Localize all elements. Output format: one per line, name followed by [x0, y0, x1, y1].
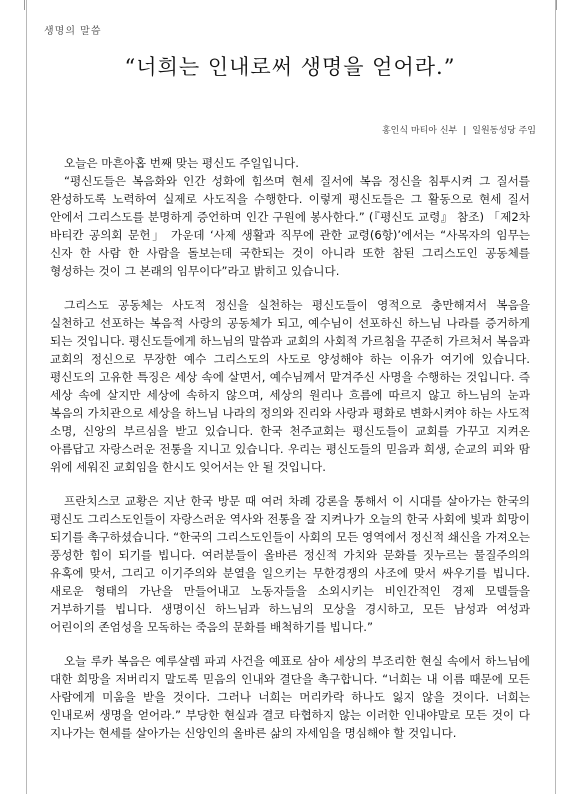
paragraph: 오늘 루카 복음은 예루살렘 파괴 사건을 예표로 삼아 세상의 부조리한 현실 속에서 하느님에 대한 희망을 저버리지 말도록 믿음의 인내와 결단을 촉구합니다. “너희는 내 이름 때문에 모든 사람에게 미움을 받을 것이다. 그러나 너희는 머리카락 하나도 잃지 않을 것이다. 너희는 인내로써 생명을 얻어라.” 부당한 현실과 결코 타협하지 않는 이러한 인내야말로 모든 것이 다 지나가는 현세를 살아가는 신앙인의 올바른 삶의 자세임을 명심해야 할 것입니다.	[50, 654, 530, 740]
page-corner-mark	[14, 0, 25, 10]
document-page	[40, 22, 540, 758]
paragraph: 오늘은 마흔아홉 번째 맞는 평신도 주일입니다.	[64, 156, 299, 170]
author-affiliation: 일원동성당 주임	[472, 126, 536, 136]
byline-separator: |	[463, 126, 467, 136]
byline	[40, 123, 536, 136]
column-label: 생명의 말씀	[44, 26, 102, 37]
article-body	[40, 154, 540, 742]
paragraph: “평신도들은 복음화와 인간 성화에 힘쓰며 현세 질서에 복음 정신을 침투시켜 그 질서를 완성하도록 노력하여 실제로 사도직을 수행한다. 이렇게 평신도들은 그 활동으로 현세 질서 안에서 그리스도를 분명하게 증언하며 인간 구원에 봉사한다.” (『평신도 교령』 참조) 「제2차 바티칸 공의회 문헌」 가운데 ‘사제 생활과 직무에 관한 교령(6항)’에서는 “사목자의 임무는 신자 한 사람 한 사람을 돌보는데 국한되는 것이 아니라 또한 참된 그리스도인 공동체를 형성하는 것이 그 본래의 임무이다”라고 밝히고 있습니다.	[50, 174, 530, 278]
author-name: 홍인식 마티아 신부	[381, 126, 458, 136]
paragraph: 프란치스코 교황은 지난 한국 방문 때 여러 차례 강론을 통해서 이 시대를 살아가는 한국의 평신도 그리스도인들이 자랑스러운 역사와 전통을 잘 지켜나가 오늘의 한국 사회에 빛과 희망이 되기를 촉구하셨습니다. “한국의 그리스도인들이 사회의 모든 영역에서 정신적 쇄신을 가져오는 풍성한 힘이 되기를 빕니다. 여러분들이 올바른 정신적 가치와 문화를 짓누르는 물질주의의 유혹에 맞서, 그리고 이기주의와 분열을 일으키는 무한경쟁의 사조에 맞서 싸우기를 빕니다. 새로운 형태의 가난을 만들어내고 노동자들을 소외시키는 비인간적인 경제 모델들을 거부하기를 빕니다. 생명이신 하느님과 하느님의 모상을 경시하고, 모든 남성과 여성과 어린이의 존엄성을 모독하는 죽음의 문화를 배척하기를 빕니다.”	[50, 494, 530, 634]
page-corner-mark	[556, 0, 567, 10]
article-title: “너희는 인내로써 생명을 얻어라.”	[124, 55, 456, 79]
paragraph: 그리스도 공동체는 사도적 정신을 실천하는 평신도들이 영적으로 충만해져서 복음을 실천하고 선포하는 복음적 사랑의 공동체가 되고, 예수님이 선포하신 하느님 나라를 증거하게 되는 것입니다. 평신도들에게 하느님의 말씀과 교회의 사회적 가르침을 꾸준히 가르쳐서 복음과 교회의 정신으로 무장한 예수 그리스도의 사도로 양성해야 하는 이유가 여기에 있습니다. 평신도의 고유한 특징은 세상 속에 살면서, 예수님께서 맡겨주신 사명을 수행하는 것입니다. 즉 세상 속에 살지만 세상에 속하지 않으며, 세상의 원리나 흐름에 따르지 않고 하느님의 눈과 복음의 가치관으로 세상을 하느님 나라의 정의와 진리와 사랑과 평화로 변화시켜야 하는 사도적 소명, 신앙의 부르심을 받고 있습니다. 한국 천주교회는 평신도들이 교회를 가꾸고 지켜온 아름답고 자랑스러운 전통을 지니고 있습니다. 우리는 평신도들의 믿음과 희생, 순교의 피와 땀 위에 세워진 교회임을 한시도 잊어서는 안 될 것입니다.	[50, 298, 530, 474]
